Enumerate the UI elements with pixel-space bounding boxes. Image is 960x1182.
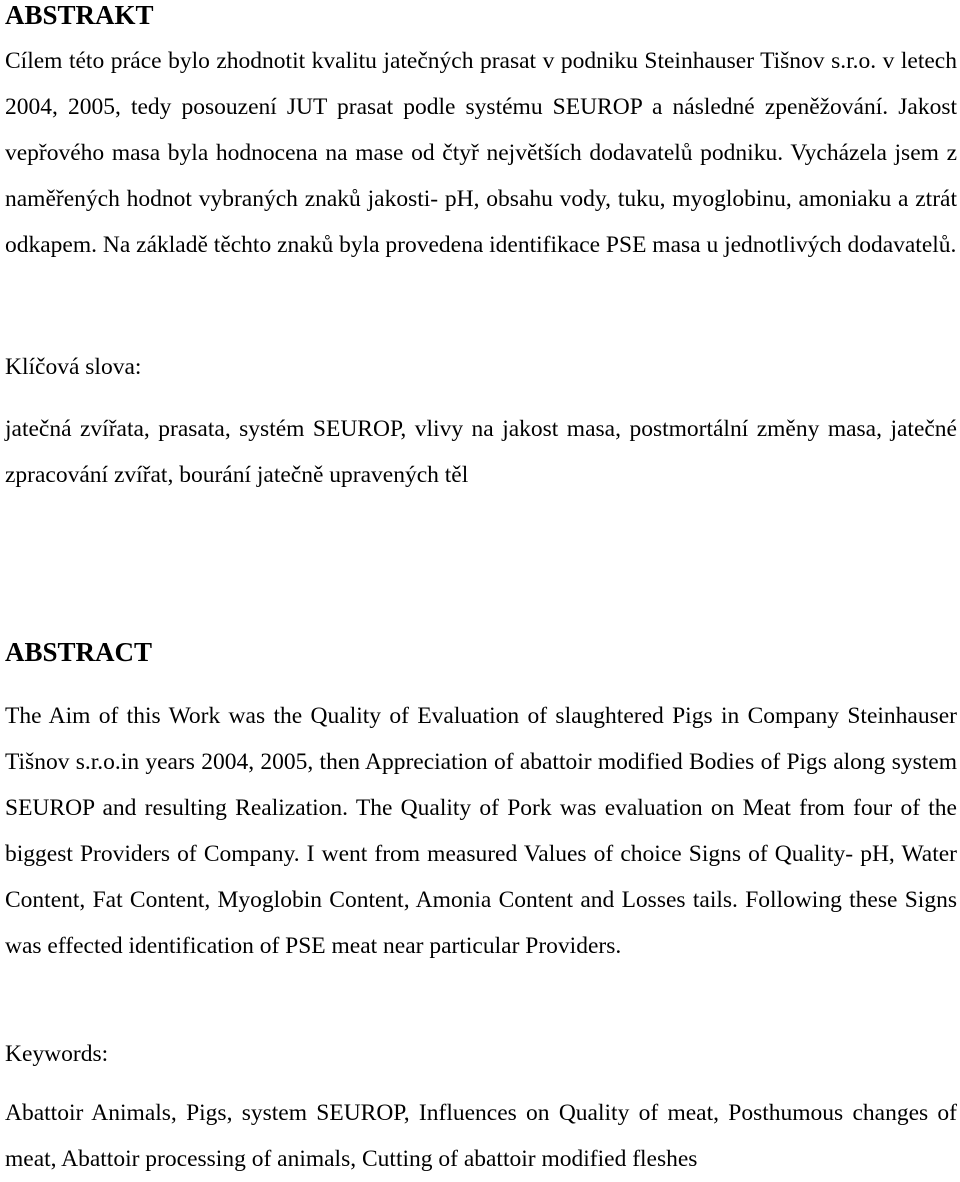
english-keywords-text: Abattoir Animals, Pigs, system SEUROP, Influences on Quality of meat, Posthumous changes of meat, Abattoir processing of animals, Cutting of abattoir modified fleshes (5, 1100, 957, 1172)
czech-abstract-heading: ABSTRAKT (5, 0, 154, 30)
czech-abstract-text: Cílem této práce bylo zhodnotit kvalitu jatečných prasat v podniku Steinhauser Tišnov s.r.o. v letech 2004, 2005, tedy posouzení JUT prasat podle systému SEUROP a následné zpeněžování. Jakost vepřového masa byla hodnocena na mase od čtyř největších dodavatelů podniku. Vycházela jsem z naměřených hodnot vybraných znaků jakosti- pH, obsahu vody, tuku, myoglobinu, amoniaku a ztrát odkapem. Na základě těchto znaků byla provedena identifikace PSE masa u jednotlivých dodavatelů. (5, 48, 957, 258)
english-keywords-label: Keywords: (5, 1041, 109, 1067)
czech-keywords-text: jatečná zvířata, prasata, systém SEUROP, vlivy na jakost masa, postmortální změny masa, jatečné zpracování zvířat, bourání jatečně upravených těl (5, 416, 957, 488)
czech-keywords-label: Klíčová slova: (5, 354, 142, 380)
english-abstract-heading: ABSTRACT (5, 637, 153, 667)
english-abstract-text: The Aim of this Work was the Quality of Evaluation of slaughtered Pigs in Company Steinhauser Tišnov s.r.o.in years 2004, 2005, then Appreciation of abattoir modified Bodies of Pigs along system SEUROP and resulting Realization. The Quality of Pork was evaluation on Meat from four of the biggest Providers of Company. I went from measured Values of choice Signs of Quality- pH, Water Content, Fat Content, Myoglobin Content, Amonia Content and Losses tails. Following these Signs was effected identification of PSE meat near particular Providers. (5, 703, 957, 959)
